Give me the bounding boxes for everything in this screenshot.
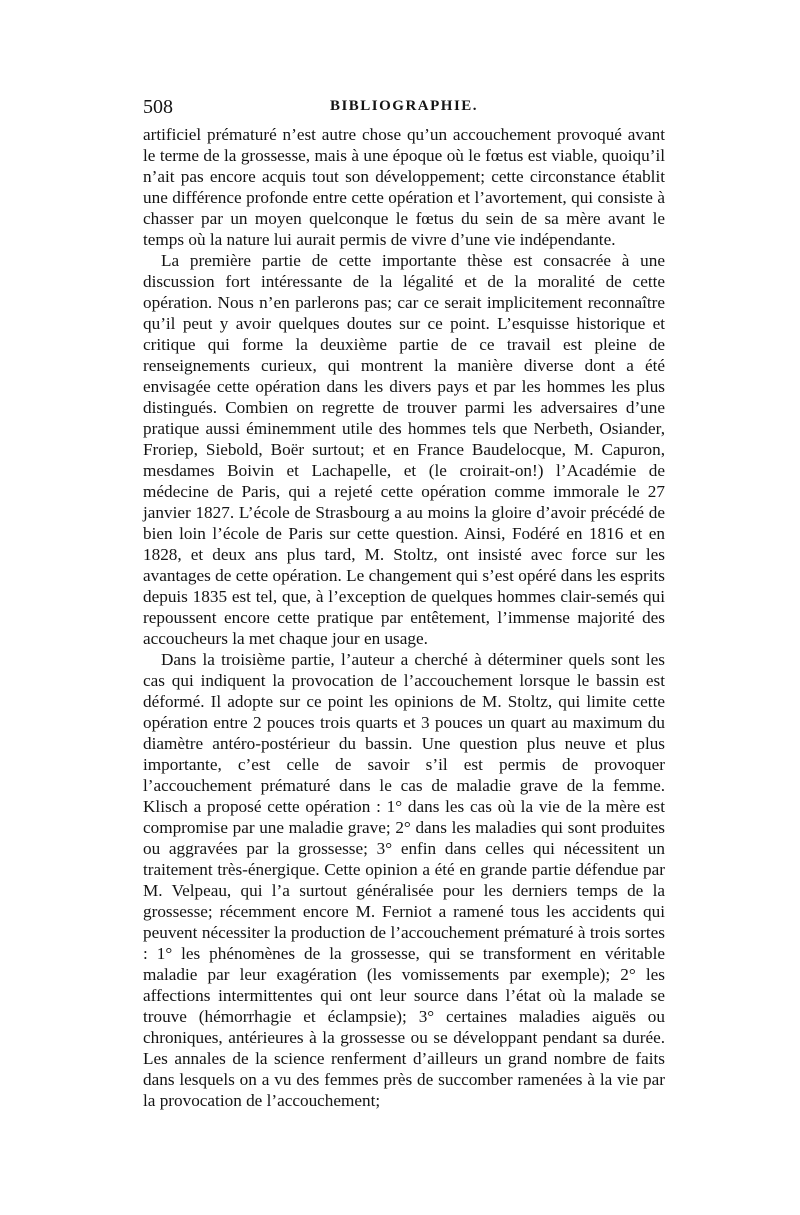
paragraph-history: La première partie de cette importante thèse est consacrée à une discussion fort intéressante de la légalité et de la moralité de cette opération. Nous n’en parlerons pas; car ce serait implicitement reconnaître qu’il peut y avoir quelques doutes sur ce point. L’esquisse historique et critique qui forme la deuxième partie de ce travail est pleine de renseignements curieux, qui montrent la manière diverse dont a été envisagée cette opération dans les divers pays et par les hommes les plus distingués. Combien on regrette de trouver parmi les adversaires d’une pratique aussi éminemment utile des hommes tels que Nerbeth, Osiander, Froriep, Siebold, Boër surtout; et en France Baudelocque, M. Capuron, mesdames Boivin et Lachapelle, et (le croirait-on!) l’Académie de médecine de Paris, qui a rejeté cette opération comme immorale le 27 janvier 1827. L’école de Strasbourg a au moins la gloire d’avoir précédé de bien loin l’école de Paris sur cette question. Ainsi, Fodéré en 1816 et en 1828, et deux ans plus tard, M. Stoltz, ont insisté avec force sur les avantages de cette opération. Le changement qui s’est opéré dans les esprits depuis 1835 est tel, que, à l’exception de quelques hommes clair-semés qui repoussent encore cette pratique par entêtement, l’immense majorité des accoucheurs la met chaque jour en usage.	[143, 251, 665, 648]
body-text	[143, 124, 665, 1111]
page-number: 508	[143, 96, 173, 118]
running-head	[143, 96, 665, 124]
book-page	[143, 96, 665, 1111]
paragraph-indications: Dans la troisième partie, l’auteur a cherché à déterminer quels sont les cas qui indiquent la provocation de l’accouchement lorsque le bassin est déformé. Il adopte sur ce point les opinions de M. Stoltz, qui limite cette opération entre 2 pouces trois quarts et 3 pouces un quart au maximum du diamètre antéro-postérieur du bassin. Une question plus neuve et plus importante, c’est celle de savoir s’il est permis de provoquer l’accouchement prématuré dans le cas de maladie grave de la femme. Klisch a proposé cette opération : 1° dans les cas où la vie de la mère est compromise par une maladie grave; 2° dans les maladies qui sont produites ou aggravées par la grossesse; 3° enfin dans celles qui nécessitent un traitement très-énergique. Cette opinion a été en grande partie défendue par M. Velpeau, qui l’a surtout généralisée pour les derniers temps de la grossesse; récemment encore M. Ferniot a ramené tous les accidents qui peuvent nécessiter la production de l’accouchement prématuré à trois sortes : 1° les phénomènes de la grossesse, qui se transforment en véritable maladie par leur exagération (les vomissements par exemple); 2° les affections intermittentes qui ont leur source dans l’état où la malade se trouve (hémorrhagie et éclampsie); 3° certaines maladies aiguës ou chroniques, antérieures à la grossesse ou se développant pendant sa durée. Les annales de la science renferment d’ailleurs un grand nombre de faits dans lesquels on a vu des femmes près de succomber ramenées à la vie par la provocation de l’accouchement;	[143, 650, 665, 1110]
paragraph-continuation: artificiel prématuré n’est autre chose qu’un accouchement provoqué avant le terme de la grossesse, mais à une époque où le fœtus est viable, quoiqu’il n’ait pas encore acquis tout son développement; cette circonstance établit une différence profonde entre cette opération et l’avortement, qui consiste à chasser par un moyen quelconque le fœtus du sein de sa mère avant le temps où la nature lui aurait permis de vivre d’une vie indépendante.	[143, 125, 665, 249]
running-title: BIBLIOGRAPHIE.	[329, 98, 479, 114]
